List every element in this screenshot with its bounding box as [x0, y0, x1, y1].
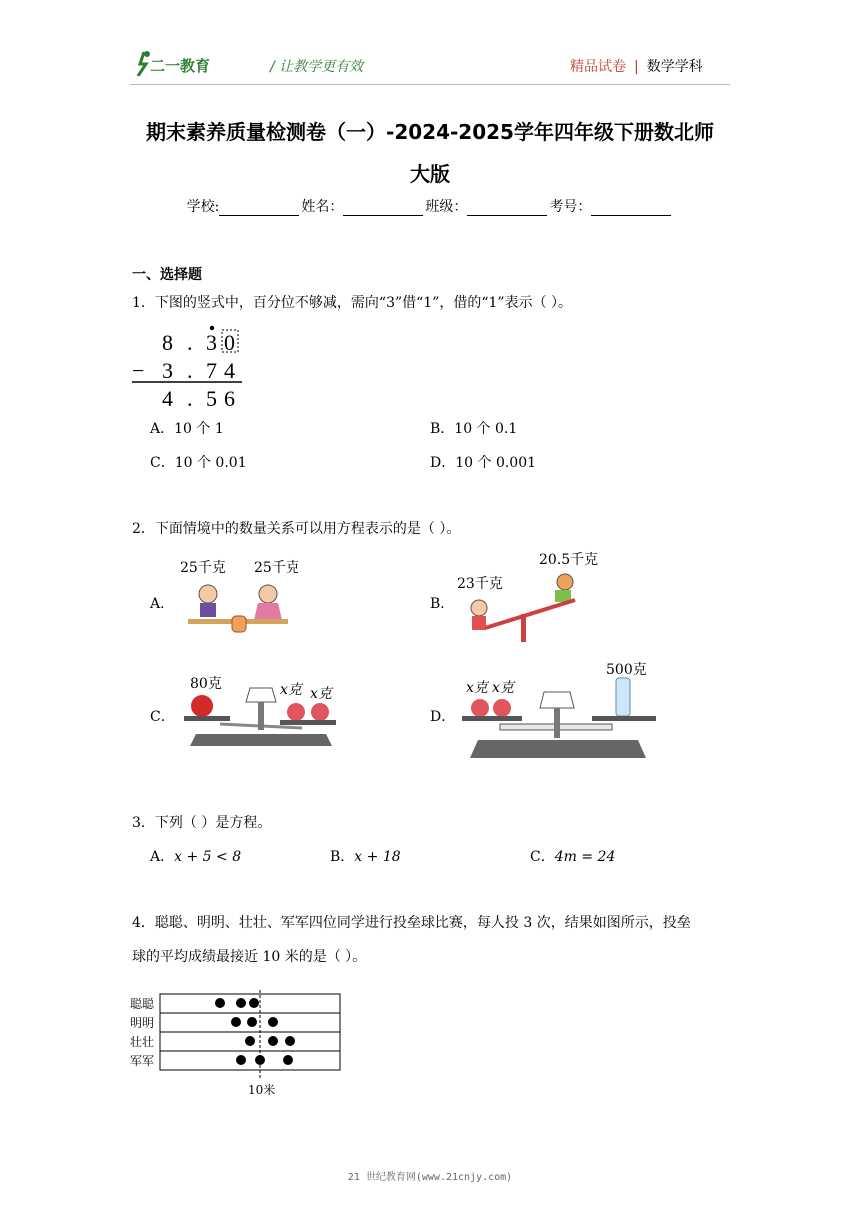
header-subject: 数学学科 [646, 59, 703, 75]
dot [245, 1036, 255, 1046]
q3-option-c[interactable] [530, 846, 615, 866]
seesaw-balanced-image [178, 556, 298, 640]
brand-name: 二一教育 [150, 57, 211, 75]
section-title: 一、选择题 [132, 267, 202, 283]
throw-results-chart [130, 990, 350, 1102]
school-blank[interactable] [219, 201, 299, 216]
q2-option-a[interactable]: A． [150, 596, 175, 612]
q3-b-letter: B． [330, 849, 355, 865]
dot [231, 1017, 241, 1027]
calc-r3-d3: 6 [224, 386, 235, 411]
question-4-line2: 球的平均成绩最接近 10 米的是（ ）。 [132, 949, 367, 965]
q3-option-a[interactable] [150, 846, 241, 866]
label-20-5kg: 20.5千克 [539, 552, 599, 568]
school-label: 学校: [186, 199, 220, 215]
q1-option-b[interactable]: B．10 个 0.1 [430, 421, 518, 437]
q3-a-expr: x + 5 < 8 [174, 849, 242, 865]
page-title: 期末素养质量检测卷（一）-2024-2025学年四年级下册数北师 [146, 120, 714, 144]
row-label-junjun: 军军 [130, 1054, 155, 1068]
header-divider [130, 84, 730, 85]
q3-a-letter: A． [150, 849, 175, 865]
dot [285, 1036, 295, 1046]
dot [268, 1017, 278, 1027]
calc-r1-dot: . [187, 330, 193, 355]
dot [283, 1055, 293, 1065]
question-2: 2．下面情境中的数量关系可以用方程表示的是（ ）。 [132, 521, 461, 537]
calc-r1-d3: 0 [224, 330, 235, 355]
label-25kg-left: 25千克 [180, 560, 226, 576]
label-25kg-right: 25千克 [254, 560, 298, 576]
number-label: 考号： [549, 199, 592, 215]
calc-r1-d2: 3 [206, 330, 217, 355]
label-x-g-1: x克 [280, 682, 302, 698]
label-x-g-4: x克 [492, 680, 514, 696]
dot [215, 998, 225, 1008]
question-4-line1: 4．聪聪、明明、壮壮、军军四位同学进行投垒球比赛，每人投 3 次，结果如图所示，投垒 [132, 915, 691, 931]
dot [236, 998, 246, 1008]
q3-c-expr: 4m = 24 [554, 849, 616, 865]
dot [268, 1036, 278, 1046]
header-tag: 精品试卷 [570, 59, 626, 75]
calc-r3-d1: 4 [162, 386, 173, 411]
seesaw-unbalanced-image [455, 548, 605, 648]
page-title-cont: 大版 [410, 162, 450, 186]
label-23kg: 23千克 [457, 576, 503, 592]
q2-option-d[interactable]: D． [430, 709, 456, 725]
header-separator: | [634, 59, 639, 75]
dot [255, 1055, 265, 1065]
row-label-mingming: 明明 [130, 1016, 155, 1030]
label-80g: 80克 [190, 676, 222, 692]
class-label: 班级： [425, 199, 468, 215]
calc-r2-d2: 7 [206, 358, 217, 383]
brand-slogan: / 让教学更有效 [270, 59, 364, 75]
dot [247, 1017, 257, 1027]
label-500g: 500克 [606, 662, 647, 678]
dot [236, 1055, 246, 1065]
q1-option-c[interactable]: C．10 个 0.01 [150, 455, 247, 471]
label-x-g-3: x克 [466, 680, 488, 696]
q1-option-d[interactable]: D．10 个 0.001 [430, 455, 537, 471]
row-label-zhuangzhuang: 壮壮 [130, 1035, 155, 1049]
vertical-calculation [130, 322, 250, 412]
calc-r2-d1: 3 [162, 358, 173, 383]
scale-apple-image [180, 672, 340, 756]
calc-r2-dot: . [187, 358, 193, 383]
ten-meter-label: 10米 [248, 1083, 276, 1097]
scale-bottle-image [458, 662, 660, 766]
q2-option-c[interactable]: C． [150, 709, 175, 725]
question-3: 3．下列（ ）是方程。 [132, 815, 272, 831]
row-label-congcong: 聪聪 [130, 997, 155, 1011]
q3-option-b[interactable] [330, 846, 401, 866]
calc-r1-d1: 8 [162, 330, 173, 355]
question-1: 1．下图的竖式中，百分位不够减，需向“3”借“1”，借的“1”表示（ ）。 [132, 295, 573, 311]
calc-r3-dot: . [187, 386, 193, 411]
q3-b-expr: x + 18 [354, 849, 401, 865]
label-x-g-2: x克 [310, 686, 332, 702]
page-footer: 21 世纪教育网(www.21cnjy.com) [347, 1172, 513, 1183]
q2-option-b[interactable]: B． [430, 596, 455, 612]
q3-c-letter: C． [530, 849, 555, 865]
number-blank[interactable] [591, 201, 671, 216]
header-right [570, 56, 703, 76]
name-blank[interactable] [343, 201, 423, 216]
q1-option-a[interactable]: A．10 个 1 [150, 421, 224, 437]
class-blank[interactable] [467, 201, 547, 216]
calc-minus: − [132, 358, 145, 383]
dot [249, 998, 259, 1008]
name-label: 姓名： [301, 199, 344, 215]
calc-r3-d2: 5 [206, 386, 217, 411]
calc-r2-d3: 4 [224, 358, 235, 383]
student-info [130, 196, 730, 216]
